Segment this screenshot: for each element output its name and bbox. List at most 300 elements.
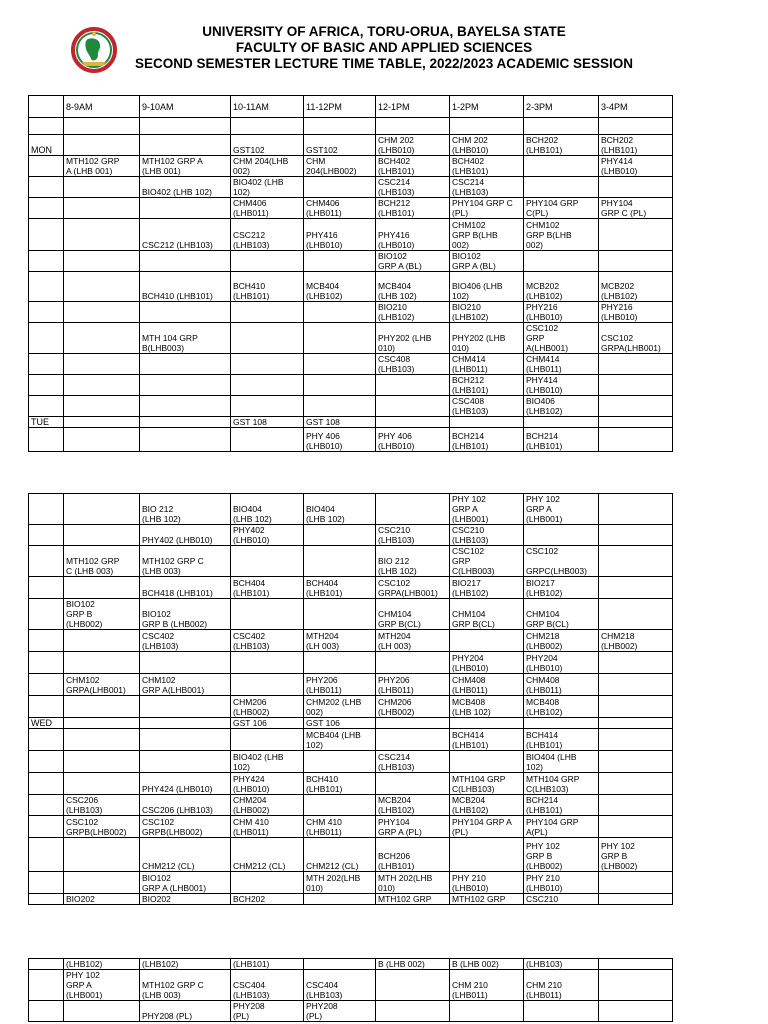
class-cell (140, 198, 231, 219)
class-cell (599, 696, 673, 718)
table-row (29, 494, 673, 525)
day-label (29, 795, 64, 816)
day-label (29, 1001, 64, 1022)
class-cell: MTH104 GRP C(LHB103) (524, 773, 599, 795)
day-label (29, 696, 64, 718)
day-label (29, 674, 64, 696)
day-label (29, 156, 64, 177)
table-row (29, 674, 673, 696)
class-cell: CHM212 (CL) (140, 838, 231, 872)
class-cell (450, 718, 524, 729)
table-row (29, 546, 673, 577)
class-cell (376, 718, 450, 729)
class-cell (599, 970, 673, 1001)
class-cell: MCB202 (LHB102) (599, 272, 673, 302)
class-cell (231, 546, 304, 577)
class-cell: CHM414 (LHB011) (524, 354, 599, 375)
class-cell: MCB408 (LHB 102) (450, 696, 524, 718)
class-cell (599, 1001, 673, 1022)
class-cell (140, 428, 231, 452)
class-cell (376, 970, 450, 1001)
class-cell (450, 1001, 524, 1022)
class-cell (64, 1001, 140, 1022)
class-cell: BCH410 (LHB101) (231, 272, 304, 302)
class-cell (231, 674, 304, 696)
class-cell: CHM104 GRP B(CL) (376, 599, 450, 630)
class-cell: BCH202 (231, 894, 304, 905)
class-cell (140, 396, 231, 417)
class-cell: PHY104 GRP A (PL) (450, 816, 524, 838)
class-cell: BCH212 (LHB101) (450, 375, 524, 396)
class-cell: BCH414 (LHB101) (524, 729, 599, 751)
class-cell (64, 118, 140, 135)
class-cell: CHM414 (LHB011) (450, 354, 524, 375)
day-label (29, 251, 64, 272)
table-row (29, 872, 673, 894)
class-cell (304, 375, 376, 396)
class-cell (524, 118, 599, 135)
class-cell (64, 718, 140, 729)
table-row (29, 219, 673, 251)
class-cell (140, 375, 231, 396)
class-cell (304, 894, 376, 905)
class-cell (304, 525, 376, 546)
class-cell: CSC210 (LHB103) (376, 525, 450, 546)
class-cell: CHM102 GRP A(LHB001) (140, 674, 231, 696)
day-label (29, 323, 64, 354)
class-cell: PHY 406 (LHB010) (376, 428, 450, 452)
university-title: UNIVERSITY OF AFRICA, TORU-ORUA, BAYELSA STATE (202, 24, 566, 39)
class-cell: CSC212 (LHB103) (231, 219, 304, 251)
class-cell: BIO402 (LHB 102) (231, 751, 304, 773)
class-cell: PHY208 (PL) (304, 1001, 376, 1022)
table-row (29, 894, 673, 905)
timetable-title: SECOND SEMESTER LECTURE TIME TABLE, 2022/2023 ACADEMIC SESSION (134, 56, 634, 71)
class-cell: CHM206 (LHB002) (376, 696, 450, 718)
class-cell: MTH102 GRP C (LHB 003) (140, 546, 231, 577)
class-cell: CHM 410 (LHB011) (304, 816, 376, 838)
faculty-title: FACULTY OF BASIC AND APPLIED SCIENCES (235, 40, 533, 55)
class-cell: GST102 (304, 135, 376, 156)
class-cell: BCH410 (LHB101) (140, 272, 231, 302)
class-cell (599, 674, 673, 696)
table-row (29, 652, 673, 674)
class-cell: (LHB103) (524, 959, 599, 970)
class-cell: BIO102 GRP B (LHB002) (64, 599, 140, 630)
class-cell (140, 718, 231, 729)
class-cell: BIO202 (140, 894, 231, 905)
class-cell (599, 396, 673, 417)
day-label (29, 525, 64, 546)
table-row (29, 795, 673, 816)
class-cell: CSC214 (LHB103) (376, 751, 450, 773)
table-row (29, 729, 673, 751)
class-cell (599, 219, 673, 251)
class-cell (376, 652, 450, 674)
class-cell (304, 354, 376, 375)
class-cell: CHM406 (LHB011) (231, 198, 304, 219)
class-cell (599, 354, 673, 375)
class-cell: PHY 406 (LHB010) (304, 428, 376, 452)
class-cell (450, 118, 524, 135)
class-cell: PHY402 (LHB010) (140, 525, 231, 546)
class-cell: BCH202 (LHB101) (599, 135, 673, 156)
class-cell (524, 156, 599, 177)
class-cell: CSC206 (LHB103) (140, 795, 231, 816)
class-cell (599, 577, 673, 599)
day-label (29, 894, 64, 905)
table-row (29, 718, 673, 729)
table-row (29, 198, 673, 219)
class-cell (450, 630, 524, 652)
day-label (29, 970, 64, 1001)
class-cell: B (LHB 002) (376, 959, 450, 970)
class-cell (140, 302, 231, 323)
class-cell: MCB202 (LHB102) (524, 272, 599, 302)
class-cell (64, 630, 140, 652)
day-label (29, 838, 64, 872)
class-cell (231, 729, 304, 751)
table-row (29, 751, 673, 773)
column-header: 2-3PM (524, 96, 599, 118)
class-cell: MTH102 GRP A (LHB 001) (64, 156, 140, 177)
class-cell (599, 718, 673, 729)
class-cell: MCB408 (LHB102) (524, 696, 599, 718)
class-cell: CHM 204(LHB 002) (231, 156, 304, 177)
class-cell (304, 177, 376, 198)
class-cell: PHY424 (LHB010) (231, 773, 304, 795)
class-cell: BIO102 GRP A (BL) (450, 251, 524, 272)
class-cell: BIO404 (LHB 102) (231, 494, 304, 525)
timetable-page-2 (28, 493, 673, 905)
class-cell: BIO402 (LHB 102) (231, 177, 304, 198)
class-cell: BCH418 (LHB101) (140, 577, 231, 599)
class-cell (599, 872, 673, 894)
class-cell (231, 872, 304, 894)
class-cell (64, 396, 140, 417)
class-cell: MCB204 (LHB102) (376, 795, 450, 816)
class-cell: BIO404 (LHB 102) (524, 751, 599, 773)
class-cell (524, 718, 599, 729)
table-row (29, 599, 673, 630)
class-cell: CSC102 GRPB(LHB002) (64, 816, 140, 838)
class-cell: BIO 212 (LHB 102) (140, 494, 231, 525)
class-cell: PHY104 GRP A (PL) (376, 816, 450, 838)
class-cell: BCH402 (LHB101) (450, 156, 524, 177)
class-cell: CSC102 GRPC(LHB003) (524, 546, 599, 577)
class-cell (376, 118, 450, 135)
class-cell (304, 959, 376, 970)
class-cell (304, 396, 376, 417)
class-cell: BCH402 (LHB101) (376, 156, 450, 177)
class-cell (304, 652, 376, 674)
class-cell (64, 525, 140, 546)
class-cell: PHY208 (PL) (140, 1001, 231, 1022)
class-cell (376, 1001, 450, 1022)
class-cell: PHY 102 GRP B (LHB002) (599, 838, 673, 872)
class-cell: PHY414 (LHB010) (599, 156, 673, 177)
table-row (29, 417, 673, 428)
class-cell: PHY 102 GRP A (LHB001) (450, 494, 524, 525)
table-row (29, 323, 673, 354)
class-cell (140, 729, 231, 751)
class-cell (524, 525, 599, 546)
class-cell: CHM 210 (LHB011) (450, 970, 524, 1001)
class-cell: MCB404 (LHB 102) (376, 272, 450, 302)
class-cell: BIO404 (LHB 102) (304, 494, 376, 525)
class-cell (304, 251, 376, 272)
day-label (29, 773, 64, 795)
class-cell: MTH 202(LHB 010) (304, 872, 376, 894)
class-cell (599, 959, 673, 970)
day-label (29, 375, 64, 396)
class-cell: MTH102 GRP (450, 894, 524, 905)
table-row (29, 135, 673, 156)
class-cell: CHM 202 (LHB010) (376, 135, 450, 156)
class-cell (64, 696, 140, 718)
class-cell: CHM408 (LHB011) (450, 674, 524, 696)
class-cell: CSC102 GRP A(LHB001) (524, 323, 599, 354)
class-cell (599, 546, 673, 577)
class-cell: BIO 212 (LHB 102) (376, 546, 450, 577)
class-cell (140, 118, 231, 135)
class-cell (304, 795, 376, 816)
table-row (29, 696, 673, 718)
table-row (29, 272, 673, 302)
class-cell (64, 577, 140, 599)
class-cell: MTH204 (LH 003) (304, 630, 376, 652)
class-cell: CSC402 (LHB103) (231, 630, 304, 652)
class-cell (64, 751, 140, 773)
class-cell: MTH102 GRP A (LHB 001) (140, 156, 231, 177)
table-row (29, 251, 673, 272)
class-cell (304, 546, 376, 577)
class-cell (64, 251, 140, 272)
day-label (29, 729, 64, 751)
class-cell (64, 773, 140, 795)
class-cell: CHM102 GRPA(LHB001) (64, 674, 140, 696)
class-cell: CHM212 (CL) (231, 838, 304, 872)
class-cell (64, 494, 140, 525)
column-header-row (29, 96, 673, 118)
class-cell (64, 652, 140, 674)
class-cell (64, 219, 140, 251)
class-cell (64, 323, 140, 354)
class-cell: (LHB101) (231, 959, 304, 970)
class-cell (450, 751, 524, 773)
class-cell (140, 354, 231, 375)
class-cell: GST102 (231, 135, 304, 156)
class-cell: MCB204 (LHB102) (450, 795, 524, 816)
class-cell: BIO102 GRP B (LHB002) (140, 599, 231, 630)
class-cell: PHY 102 GRP A (LHB001) (524, 494, 599, 525)
column-header (29, 96, 64, 118)
class-cell (64, 135, 140, 156)
class-cell: PHY202 (LHB 010) (450, 323, 524, 354)
class-cell: PHY104 GRP A(PL) (524, 816, 599, 838)
class-cell: GST 108 (304, 417, 376, 428)
class-cell: (LHB102) (64, 959, 140, 970)
class-cell: PHY416 (LHB010) (376, 219, 450, 251)
day-label (29, 959, 64, 970)
day-label (29, 428, 64, 452)
class-cell: PHY424 (LHB010) (140, 773, 231, 795)
table-row (29, 375, 673, 396)
class-cell: PHY202 (LHB 010) (376, 323, 450, 354)
column-header: 10-11AM (231, 96, 304, 118)
class-cell: BCH202 (LHB101) (524, 135, 599, 156)
class-cell (376, 773, 450, 795)
day-label: TUE (29, 417, 64, 428)
class-cell: PHY216 (LHB010) (599, 302, 673, 323)
class-cell (140, 652, 231, 674)
table-row (29, 630, 673, 652)
class-cell (450, 838, 524, 872)
class-cell: PHY216 (LHB010) (524, 302, 599, 323)
class-cell: CSC102 GRPA(LHB001) (599, 323, 673, 354)
class-cell: PHY402 (LHB010) (231, 525, 304, 546)
class-cell (140, 251, 231, 272)
class-cell: CHM102 GRP B(LHB 002) (524, 219, 599, 251)
class-cell: CHM212 (CL) (304, 838, 376, 872)
class-cell (599, 494, 673, 525)
table-row (29, 396, 673, 417)
class-cell (64, 302, 140, 323)
day-label (29, 599, 64, 630)
class-cell: MCB404 (LHB102) (304, 272, 376, 302)
class-cell (599, 118, 673, 135)
class-cell (376, 375, 450, 396)
class-cell: CHM406 (LHB011) (304, 198, 376, 219)
class-cell: CHM 202 (LHB010) (450, 135, 524, 156)
class-cell: BIO210 (LHB102) (376, 302, 450, 323)
class-cell: BCH410 (LHB101) (304, 773, 376, 795)
day-label (29, 577, 64, 599)
class-cell: MTH102 GRP C (LHB 003) (64, 546, 140, 577)
class-cell (599, 894, 673, 905)
table-row (29, 773, 673, 795)
class-cell: CHM202 (LHB 002) (304, 696, 376, 718)
table-row (29, 970, 673, 1001)
class-cell (64, 838, 140, 872)
class-cell: (LHB102) (140, 959, 231, 970)
class-cell: BIO102 GRP A (LHB001) (140, 872, 231, 894)
class-cell: CHM102 GRP B(LHB 002) (450, 219, 524, 251)
class-cell (599, 795, 673, 816)
class-cell: BCH206 (LHB101) (376, 838, 450, 872)
class-cell: CHM408 (LHB011) (524, 674, 599, 696)
class-cell (599, 417, 673, 428)
class-cell: CHM104 GRP B(CL) (450, 599, 524, 630)
column-header: 3-4PM (599, 96, 673, 118)
class-cell (231, 354, 304, 375)
class-cell: BIO402 (LHB 102) (140, 177, 231, 198)
document-header (0, 24, 768, 72)
class-cell: PHY206 (LHB011) (304, 674, 376, 696)
table-row (29, 156, 673, 177)
table-row (29, 959, 673, 970)
class-cell: MTH 104 GRP B(LHB003) (140, 323, 231, 354)
class-cell (64, 872, 140, 894)
class-cell: CHM218 (LHB002) (524, 630, 599, 652)
class-cell: CHM 204(LHB002) (304, 156, 376, 177)
class-cell: MTH204 (LH 003) (376, 630, 450, 652)
timetable-page-1 (28, 95, 673, 452)
class-cell: CHM218 (LHB002) (599, 630, 673, 652)
class-cell (231, 323, 304, 354)
class-cell (140, 135, 231, 156)
class-cell: CHM104 GRP B(CL) (524, 599, 599, 630)
class-cell (376, 396, 450, 417)
class-cell (599, 599, 673, 630)
class-cell: CSC404 (LHB103) (304, 970, 376, 1001)
class-cell (64, 375, 140, 396)
class-cell: BIO202 (64, 894, 140, 905)
class-cell: PHY416 (LHB010) (304, 219, 376, 251)
class-cell (140, 751, 231, 773)
day-label (29, 396, 64, 417)
class-cell: BIO217 (LHB102) (524, 577, 599, 599)
day-label (29, 494, 64, 525)
class-cell: BCH214 (LHB101) (450, 428, 524, 452)
column-header: 1-2PM (450, 96, 524, 118)
class-cell: MCB404 (LHB 102) (304, 729, 376, 751)
class-cell: PHY104 GRP C(PL) (524, 198, 599, 219)
class-cell: PHY104 GRP C (PL) (599, 198, 673, 219)
class-cell: CHM 210 (LHB011) (524, 970, 599, 1001)
table-row (29, 302, 673, 323)
class-cell (64, 428, 140, 452)
table-row (29, 118, 673, 135)
class-cell: CSC212 (LHB103) (140, 219, 231, 251)
table-row (29, 354, 673, 375)
day-label (29, 652, 64, 674)
class-cell: BCH212 (LHB101) (376, 198, 450, 219)
class-cell (231, 251, 304, 272)
day-label: MON (29, 135, 64, 156)
day-label (29, 354, 64, 375)
day-label (29, 630, 64, 652)
class-cell: PHY204 (LHB010) (450, 652, 524, 674)
class-cell: CSC210 (LHB103) (450, 525, 524, 546)
class-cell (231, 428, 304, 452)
class-cell: PHY 210 (LHB010) (524, 872, 599, 894)
class-cell (64, 177, 140, 198)
class-cell: CHM204 (LHB002) (231, 795, 304, 816)
class-cell (524, 251, 599, 272)
day-label (29, 198, 64, 219)
class-cell (304, 302, 376, 323)
column-header: 8-9AM (64, 96, 140, 118)
class-cell: PHY204 (LHB010) (524, 652, 599, 674)
table-row (29, 816, 673, 838)
class-cell (450, 417, 524, 428)
class-cell (231, 302, 304, 323)
class-cell: CSC214 (LHB103) (376, 177, 450, 198)
class-cell: GST 106 (231, 718, 304, 729)
class-cell: GST 108 (231, 417, 304, 428)
class-cell: MTH 202(LHB 010) (376, 872, 450, 894)
day-label (29, 872, 64, 894)
table-row (29, 525, 673, 546)
class-cell: BIO217 (LHB102) (450, 577, 524, 599)
class-cell: MTH102 GRP (376, 894, 450, 905)
class-cell: BIO406 (LHB102) (524, 396, 599, 417)
class-cell (599, 729, 673, 751)
column-header: 9-10AM (140, 96, 231, 118)
class-cell: BCH414 (LHB101) (450, 729, 524, 751)
class-cell (524, 417, 599, 428)
